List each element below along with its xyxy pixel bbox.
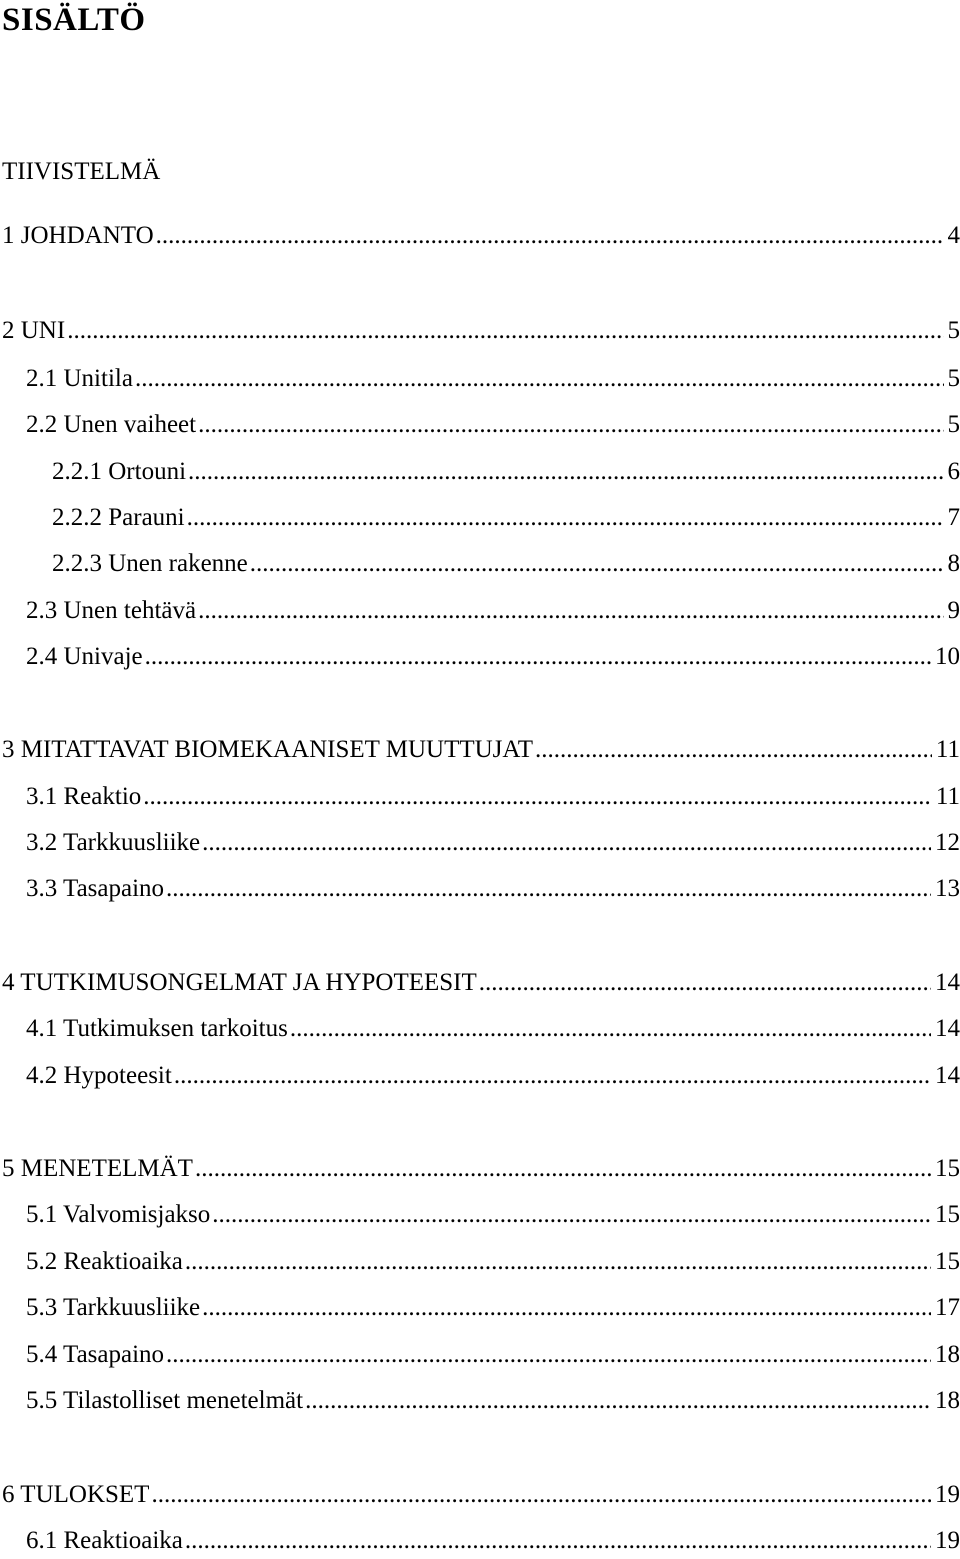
dot-leader (479, 965, 931, 1001)
dot-leader (202, 1290, 931, 1326)
toc-entry-label: 4.2 Hypoteesit (26, 1058, 172, 1094)
toc-entry-unen-tehtava[interactable] (26, 593, 960, 629)
dot-leader (195, 1151, 931, 1187)
toc-entry-tarkkuusliike-menetelma[interactable] (26, 1290, 960, 1326)
toc-entry-page: 7 (948, 500, 960, 536)
toc-entry-page: 4 (948, 218, 960, 254)
toc-entry-univaje[interactable] (26, 639, 960, 675)
dot-leader (67, 313, 943, 349)
toc-entry-page: 8 (948, 546, 960, 582)
toc-entry-page: 6 (948, 454, 960, 490)
toc-entry-parauni[interactable] (52, 500, 960, 536)
toc-entry-label: 3.1 Reaktio (26, 779, 141, 815)
toc-entry-hypoteesit[interactable] (26, 1058, 960, 1094)
toc-entry-label: 2 UNI (2, 313, 65, 349)
toc-entry-tutkimusongelmat-ja-hypoteesit[interactable] (2, 965, 960, 1001)
toc-entry-valvomisjakso[interactable] (26, 1197, 960, 1233)
toc-entry-label: 6 TULOKSET (2, 1477, 149, 1513)
toc-entry-page: 18 (935, 1383, 960, 1419)
toc-entry-label: 3.2 Tarkkuusliike (26, 825, 200, 861)
dot-leader (198, 407, 943, 443)
toc-entry-label: 3 MITATTAVAT BIOMEKAANISET MUUTTUJAT (2, 732, 533, 768)
toc-entry-reaktio[interactable] (26, 779, 960, 815)
dot-leader (135, 361, 944, 397)
dot-leader (212, 1197, 931, 1233)
toc-entry-page: 5 (948, 361, 960, 397)
dot-leader (250, 546, 944, 582)
toc-entry-label: 4 TUTKIMUSONGELMAT JA HYPOTEESIT (2, 965, 477, 1001)
toc-entry-reaktioaika-tulokset[interactable] (26, 1523, 960, 1559)
toc-entry-unen-rakenne[interactable] (52, 546, 960, 582)
toc-entry-mitattavat-biomekaaniset-muuttujat[interactable] (2, 732, 960, 768)
toc-entry-uni[interactable] (2, 313, 960, 349)
dot-leader (156, 218, 944, 254)
toc-entry-tasapaino[interactable] (26, 871, 960, 907)
toc-entry-label: 5.3 Tarkkuusliike (26, 1290, 200, 1326)
dot-leader (198, 593, 943, 629)
toc-entry-label: 5.4 Tasapaino (26, 1337, 164, 1373)
toc-entry-tulokset[interactable] (2, 1477, 960, 1513)
toc-entry-tilastolliset-menetelmat[interactable] (26, 1383, 960, 1419)
toc-entry-page: 15 (935, 1244, 960, 1280)
toc-entry-label: 2.2 Unen vaiheet (26, 407, 196, 443)
toc-entry-label: 1 JOHDANTO (2, 218, 154, 254)
toc-entry-page: 15 (935, 1197, 960, 1233)
toc-entry-page: 15 (935, 1151, 960, 1187)
toc-entry-label: 2.2.3 Unen rakenne (52, 546, 248, 582)
dot-leader (143, 779, 932, 815)
toc-entry-tasapaino-menetelma[interactable] (26, 1337, 960, 1373)
dot-leader (145, 639, 931, 675)
toc-entry-label: 2.2.1 Ortouni (52, 454, 186, 490)
toc-entry-unen-vaiheet[interactable] (26, 407, 960, 443)
toc-entry-page: 13 (935, 871, 960, 907)
toc-entry-page: 19 (935, 1523, 960, 1559)
toc-entry-label: 4.1 Tutkimuksen tarkoitus (26, 1011, 288, 1047)
dot-leader (151, 1477, 931, 1513)
toc-entry-label: 5 MENETELMÄT (2, 1151, 193, 1187)
toc-entry-page: 10 (935, 639, 960, 675)
dot-leader (185, 1244, 931, 1280)
toc-entry-label: 5.5 Tilastolliset menetelmät (26, 1383, 303, 1419)
dot-leader (185, 1523, 931, 1559)
toc-entry-page: 14 (935, 1058, 960, 1094)
toc-entry-label: 2.2.2 Parauni (52, 500, 185, 536)
toc-entry-page: 11 (936, 779, 960, 815)
toc-entry-ortouni[interactable] (52, 454, 960, 490)
toc-entry-label: 5.2 Reaktioaika (26, 1244, 183, 1280)
dot-leader (166, 871, 931, 907)
toc-entry-johdanto[interactable] (2, 218, 960, 254)
toc-entry-label: 2.3 Unen tehtävä (26, 593, 196, 629)
toc-entry-page: 12 (935, 825, 960, 861)
toc-entry-page: 5 (948, 313, 960, 349)
toc-entry-unitila[interactable] (26, 361, 960, 397)
toc-entry-tarkkuusliike[interactable] (26, 825, 960, 861)
dot-leader (187, 500, 944, 536)
page-title: SISÄLTÖ (2, 0, 146, 40)
toc-entry-reaktioaika[interactable] (26, 1244, 960, 1280)
toc-entry-page: 14 (935, 1011, 960, 1047)
toc-entry-label: 5.1 Valvomisjakso (26, 1197, 210, 1233)
dot-leader (202, 825, 931, 861)
dot-leader (305, 1383, 931, 1419)
toc-entry-page: 19 (935, 1477, 960, 1513)
toc-entry-page: 14 (935, 965, 960, 1001)
dot-leader (290, 1011, 931, 1047)
toc-entry-page: 17 (935, 1290, 960, 1326)
toc-entry-label: 2.4 Univaje (26, 639, 143, 675)
toc-entry-abstract[interactable]: TIIVISTELMÄ (2, 154, 160, 190)
dot-leader (535, 732, 932, 768)
toc-entry-page: 5 (948, 407, 960, 443)
dot-leader (188, 454, 943, 490)
toc-entry-label: 3.3 Tasapaino (26, 871, 164, 907)
dot-leader (174, 1058, 931, 1094)
toc-entry-menetelmat[interactable] (2, 1151, 960, 1187)
dot-leader (166, 1337, 931, 1373)
toc-entry-label: 2.1 Unitila (26, 361, 133, 397)
toc-entry-tutkimuksen-tarkoitus[interactable] (26, 1011, 960, 1047)
toc-entry-page: 9 (948, 593, 960, 629)
toc-entry-page: 18 (935, 1337, 960, 1373)
toc-entry-label: 6.1 Reaktioaika (26, 1523, 183, 1559)
toc-entry-page: 11 (936, 732, 960, 768)
